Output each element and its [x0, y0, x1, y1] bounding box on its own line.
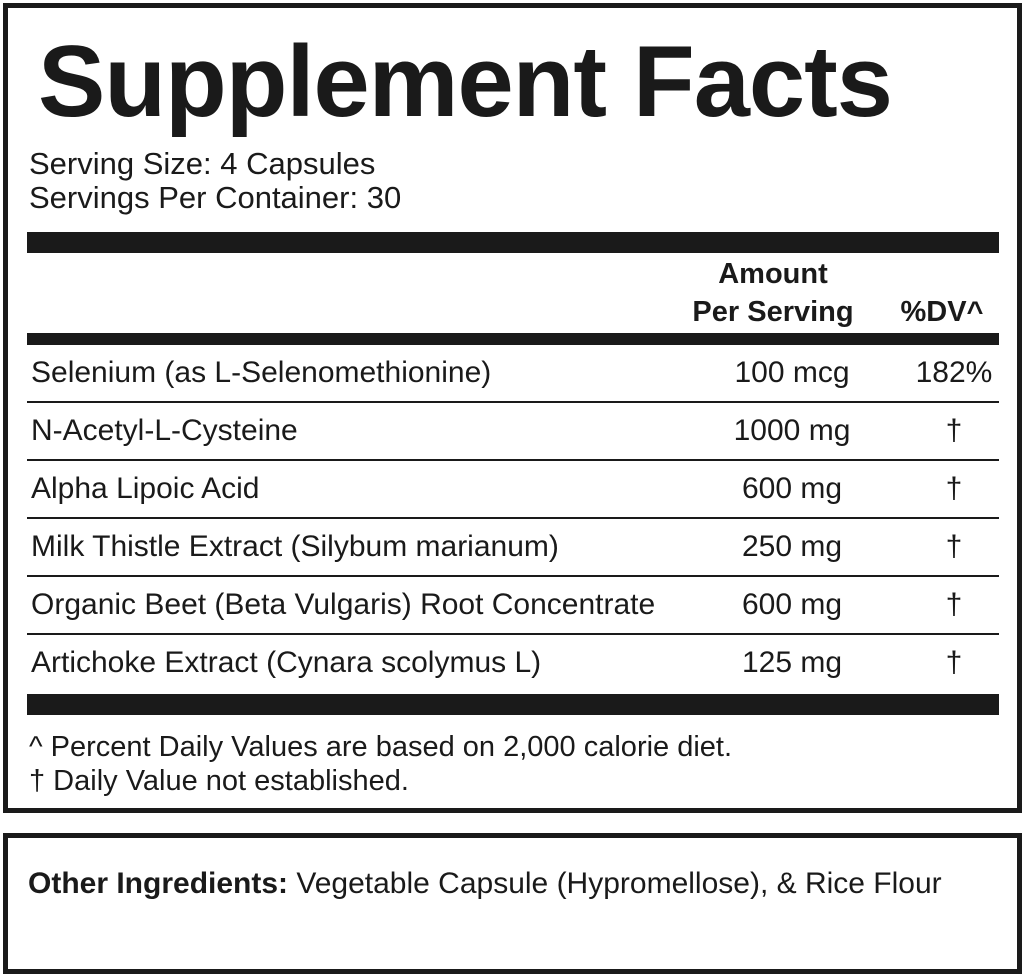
ingredient-amount: 125 mg	[741, 646, 843, 679]
footnote-percent-dv: ^ Percent Daily Values are based on 2,000 calorie diet.	[29, 731, 733, 763]
ingredient-name: Selenium (as L-Selenomethionine)	[31, 356, 492, 389]
ingredient-amount: 600 mg	[741, 472, 843, 505]
ingredient-dv: †	[945, 646, 963, 679]
amount-header-line2: Per Serving	[692, 296, 854, 328]
ingredient-amount: 100 mcg	[734, 356, 850, 389]
servings-per-container: Servings Per Container: 30	[29, 180, 402, 215]
serving-size: Serving Size: 4 Capsules	[29, 146, 376, 181]
ingredient-amount: 1000 mg	[733, 414, 851, 447]
footnote-dagger: † Daily Value not established.	[29, 765, 409, 797]
ingredient-dv: 182%	[915, 356, 993, 389]
ingredient-name: Artichoke Extract (Cynara scolymus L)	[31, 646, 542, 679]
panel-title: Supplement Facts	[38, 26, 892, 138]
ingredient-dv: †	[945, 530, 963, 563]
ingredient-name: Alpha Lipoic Acid	[31, 472, 260, 505]
ingredient-amount: 250 mg	[741, 530, 843, 563]
ingredient-dv: †	[945, 472, 963, 505]
ingredient-row	[27, 345, 999, 403]
medium-divider	[27, 333, 999, 345]
amount-header-line1: Amount	[718, 258, 828, 290]
ingredient-amount: 600 mg	[741, 588, 843, 621]
other-ingredients	[28, 860, 988, 908]
ingredient-row	[27, 519, 999, 577]
thick-divider-bottom	[27, 694, 999, 715]
ingredient-row	[27, 577, 999, 635]
ingredient-row	[27, 635, 999, 693]
ingredient-name: Milk Thistle Extract (Silybum marianum)	[31, 530, 559, 563]
ingredient-name: N-Acetyl-L-Cysteine	[31, 414, 298, 447]
other-ingredients-label: Other Ingredients:	[28, 867, 289, 900]
supplement-facts-panel	[3, 3, 1022, 813]
other-ingredients-box	[3, 833, 1022, 974]
thick-divider-top	[27, 232, 999, 253]
ingredient-row	[27, 461, 999, 519]
ingredient-name: Organic Beet (Beta Vulgaris) Root Concentrate	[31, 588, 656, 621]
other-ingredients-text: Vegetable Capsule (Hypromellose), & Rice Flour	[288, 867, 942, 900]
ingredient-dv: †	[945, 588, 963, 621]
ingredient-row	[27, 403, 999, 461]
ingredient-dv: †	[945, 414, 963, 447]
dv-header: %DV^	[900, 296, 984, 328]
